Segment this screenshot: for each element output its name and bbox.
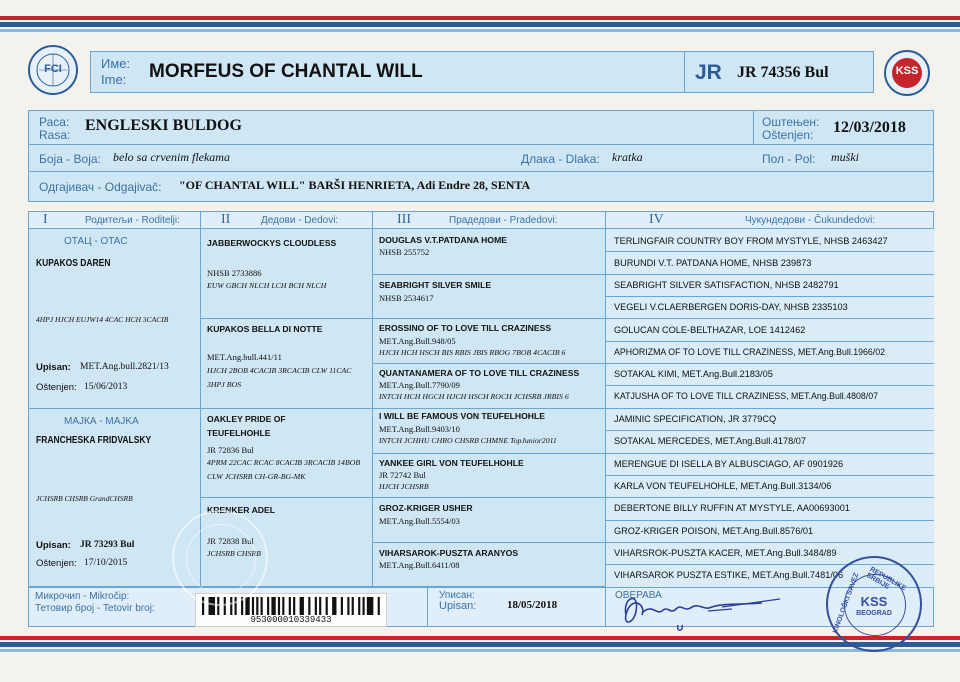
grandparent-2-titles2: 3HPJ BOS <box>207 380 241 389</box>
whelped-label-cyr: Оштењен: <box>762 115 820 129</box>
barcode-bar <box>282 597 284 615</box>
barcode-bar <box>278 597 280 615</box>
great-grandparent-6-name: YANKEE GIRL VON TEUFELHOHLE <box>379 458 524 468</box>
grandparent-2-titles: HJCH 2BOB 4CACIB 3RCACIB CLW 11CAC <box>207 366 352 375</box>
coat-value: kratka <box>612 150 643 164</box>
grandparent-4-name: KRENKER ADEL <box>207 505 275 515</box>
signature-icon <box>612 585 792 635</box>
barcode-bar <box>261 597 263 615</box>
grandparent-4-reg: JR 72838 Bul <box>207 536 254 546</box>
stamp-city: BEOGRAD <box>856 610 892 617</box>
great-grandparent-3-titles: HJCH HCH HSCH BIS RBIS JBIS RBOG 7BOB 4CACIB 6 <box>379 348 566 357</box>
great-grandparent-8-name: VIHARSAROK-PUSZTA ARANYOS <box>379 548 519 558</box>
grandparent-2-reg: MET.Ang.bull.441/11 <box>207 352 282 362</box>
grandparent-3-name2: TEUFELHOHLE <box>207 428 271 438</box>
name-label-cyr: Име: <box>101 56 131 71</box>
color-value: belo sa crvenim flekama <box>113 150 230 164</box>
barcode-bar <box>293 597 295 615</box>
gg-grandparent-7: SOTAKAL KIMI, MET.Ang.Bull.2183/05 <box>614 369 773 379</box>
sire-reg-label: Upisan: <box>36 362 71 373</box>
great-grandparent-5-name: I WILL BE FAMOUS VON TEUFELHOHLE <box>379 411 545 421</box>
gg-grandparent-10: SOTAKAL MERCEDES, MET.Ang.Bull.4178/07 <box>614 436 806 446</box>
gg-grandparent-12: KARLA VON TEUFELHOHLE, MET.Ang.Bull.3134/06 <box>614 481 832 491</box>
great-grandparent-5-reg: MET.Ang.Bull.9403/10 <box>379 424 460 434</box>
col-2-roman: II <box>221 212 231 227</box>
gg-grandparent-3: SEABRIGHT SILVER SATISFACTION, NHSB 2482791 <box>614 280 839 290</box>
stamp-text-top: REPUBLIKE SRBIJE <box>865 566 908 593</box>
great-grandparent-8-reg: MET.Ang.Bull.6411/08 <box>379 560 460 570</box>
col-3-title: Прадедови - Pradedovi: <box>449 215 558 226</box>
barcode-bar <box>245 597 249 615</box>
sire-whelped: 15/06/2013 <box>84 382 128 392</box>
top-blue-stripe <box>0 22 960 27</box>
sire-whelped-label: Oštenjen: <box>36 382 77 393</box>
barcode-bar <box>341 597 343 615</box>
breed-panel <box>28 110 934 202</box>
barcode-bar <box>319 597 321 615</box>
sex-value: muški <box>831 150 859 164</box>
great-grandparent-4-name: QUANTANAMERA OF TO LOVE TILL CRAZINESS <box>379 368 580 378</box>
dam-reg-label: Upisan: <box>36 540 71 551</box>
gg-grandparent-15: VIHARSROK-PUSZTA KACER, MET.Ang.Bull.3484/89 <box>614 548 837 558</box>
sire-titles: 4HPJ HJCH EUJW14 4CAC HCH 3CACIB <box>36 315 169 324</box>
registered-label-cyr: Уписан: <box>439 590 475 601</box>
grandparent-1-name: JABBERWOCKYS CLOUDLESS <box>207 238 337 248</box>
great-grandparent-7-reg: MET.Ang.Bull.5554/03 <box>379 516 460 526</box>
embossed-seal <box>172 510 268 606</box>
breeder-value: "OF CHANTAL WILL" BARŠI HENRIETA, Adi Endre 28, SENTA <box>179 178 531 192</box>
barcode-bar <box>332 597 336 615</box>
gg-grandparent-2: BURUNDI V.T. PATDANA HOME, NHSB 239873 <box>614 258 812 268</box>
gg-grandparent-16: VIHARSAROK PUSZTA ESTIKE, MET.Ang.Bull.7481/06 <box>614 570 844 580</box>
barcode-bar <box>271 597 275 615</box>
breed-label-cyr: Раса: <box>39 115 70 129</box>
grandparent-1-titles: EUW GBCH NLCH LCH BCH NLCH <box>207 281 327 290</box>
pedigree-header <box>28 211 934 229</box>
gg-grandparent-8: KATJUSHA OF TO LOVE TILL CRAZINESS, MET.Ang.Bull.4808/07 <box>614 391 879 401</box>
great-grandparent-4-reg: MET.Ang.Bull.7790/09 <box>379 380 460 390</box>
barcode-bar <box>347 597 349 615</box>
great-grandparent-4-titles: INTCH HCH HGCH HJCH HSCH ROCH JCHSRB JRBIS 6 <box>379 392 569 401</box>
great-grandparent-1-reg: NHSB 255752 <box>379 247 430 257</box>
issued-label: ОВЕРАВА <box>615 590 662 601</box>
kss-stamp <box>826 556 922 652</box>
grandparent-1-reg: NHSB 2733886 <box>207 268 262 278</box>
dam-titles: JCHSRB CHSRB GrandCHSRB <box>36 494 133 503</box>
grandparent-3-name: OAKLEY PRIDE OF <box>207 414 286 424</box>
sire-reg: MET.Ang.bull.2821/13 <box>80 362 169 372</box>
stamp-center: KSS <box>860 594 888 609</box>
kss-logo-text: KSS <box>895 65 919 77</box>
great-grandparent-1-name: DOUGLAS V.T.PATDANA HOME <box>379 235 507 245</box>
barcode-bar <box>256 597 258 615</box>
color-label: Боја - Boja: <box>39 152 101 166</box>
footer-panel <box>28 587 934 627</box>
barcode-bar <box>352 597 354 615</box>
coat-label: Длака - Dlaka: <box>521 152 600 166</box>
barcode-bar <box>267 597 269 615</box>
sire-name: KUPAKOS DAREN <box>36 258 111 269</box>
registered-value: 18/05/2018 <box>507 599 558 611</box>
whelped-value: 12/03/2018 <box>833 119 906 136</box>
dam-name: FRANCHESKA FRIDVALSKY <box>36 435 152 446</box>
barcode-bar <box>362 597 364 615</box>
gg-grandparent-4: VEGELI V.CLAERBERGEN DORIS-DAY, NHSB 2335103 <box>614 302 848 312</box>
breed-value: ENGLESKI BULDOG <box>85 117 242 134</box>
gg-grandparent-6: APHORIZMA OF TO LOVE TILL CRAZINESS, MET.Ang.Bull.1966/02 <box>614 347 886 357</box>
great-grandparent-3-name: EROSSINO OF TO LOVE TILL CRAZINESS <box>379 323 552 333</box>
great-grandparent-5-titles: INTCH JCHHU CHRO CHSRB CHMNE TopJunior2011 <box>379 436 557 445</box>
dog-name: MORFEUS OF CHANTAL WILL <box>149 61 423 82</box>
kss-logo <box>884 50 930 96</box>
gg-grandparent-13: DEBERTONE BILLY RUFFIN AT MYSTYLE, AA00693001 <box>614 503 850 513</box>
whelped-label-lat: Oštenjen: <box>762 128 814 142</box>
dam-whelped: 17/10/2015 <box>84 558 128 568</box>
great-grandparent-6-titles: HJCH JCHSRB <box>379 482 429 491</box>
gg-grandparent-1: TERLINGFAIR COUNTRY BOY FROM MYSTYLE, NHSB 2463427 <box>614 236 888 246</box>
top-red-stripe <box>0 16 960 20</box>
chip-label: Микрочип - Mikročip: <box>35 591 130 602</box>
grandparent-2-name: KUPAKOS BELLA DI NOTTE <box>207 324 323 334</box>
barcode-bar <box>252 597 254 615</box>
gg-grandparent-14: GROZ-KRIGER POISON, MET.Ang.Bull.8576/01 <box>614 526 814 536</box>
dam-section-label: МАЈКА - MAJKA <box>64 416 139 427</box>
barcode-bar <box>378 597 380 615</box>
fci-logo-text: FCI <box>44 63 62 75</box>
registered-label-lat: Upisan: <box>439 600 477 612</box>
sex-label: Пол - Pol: <box>762 152 816 166</box>
barcode-bar <box>315 597 317 615</box>
barcode-bar <box>326 597 328 615</box>
breed-label-lat: Rasa: <box>39 128 71 142</box>
barcode-bar <box>300 597 304 615</box>
reg-prefix: JR <box>695 61 722 84</box>
name-panel <box>90 51 874 93</box>
bottom-blue-stripe <box>0 642 960 647</box>
great-grandparent-2-reg: NHSB 2534617 <box>379 293 434 303</box>
bottom-light-stripe <box>0 649 960 652</box>
great-grandparent-3-reg: MET.Ang.Bull.948/05 <box>379 336 456 346</box>
col-4-roman: IV <box>649 212 664 227</box>
gg-grandparent-9: JAMINIC SPECIFICATION, JR 3779CQ <box>614 414 777 424</box>
great-grandparent-6-reg: JR 72742 Bul <box>379 470 426 480</box>
stamp-text-left: KINOLOŠKI SAVEZ <box>832 572 861 635</box>
great-grandparent-7-name: GROZ-KRIGER USHER <box>379 503 473 513</box>
breeder-label: Одгајивач - Odgajivač: <box>39 180 162 194</box>
barcode-bar <box>308 597 310 615</box>
grandparent-3-titles2: CLW JCHSRB CH-GR-BG-MK <box>207 472 306 481</box>
grandparent-4-titles: JCHSRB CHSRB <box>207 549 261 558</box>
gg-grandparent-5: GOLUCAN COLE-BELTHAZAR, LOE 1412462 <box>614 325 806 335</box>
bottom-red-stripe <box>0 636 960 640</box>
barcode-bar <box>367 597 374 615</box>
reg-number: JR 74356 Bul <box>737 64 829 81</box>
grandparent-3-titles: 4PRM 22CAC RCAC 8CACIB 3RCACIB 14BOB <box>207 458 361 467</box>
fci-logo <box>28 45 78 95</box>
name-label-lat: Ime: <box>101 72 127 87</box>
col-3-roman: III <box>397 212 411 227</box>
col-2-title: Дедови - Dedovi: <box>261 215 339 226</box>
col-1-roman: I <box>43 212 48 227</box>
dam-whelped-label: Oštenjen: <box>36 558 77 569</box>
barcode-bar <box>289 597 291 615</box>
sire-section-label: ОТАЦ - OTAC <box>64 236 128 247</box>
great-grandparent-2-name: SEABRIGHT SILVER SMILE <box>379 280 492 290</box>
col-1-title: Родитељи - Roditelji: <box>85 215 180 226</box>
tattoo-label: Тетовир број - Tetovir broj: <box>35 603 155 614</box>
barcode-bar <box>358 597 360 615</box>
barcode-number: 953000010339433 <box>250 615 332 625</box>
top-light-stripe <box>0 29 960 32</box>
gg-grandparent-11: MERENGUE DI ISELLA BY ALBUSCIAGO, AF 0901926 <box>614 459 844 469</box>
col-4-title: Чукундедови - Čukundedovi: <box>745 215 876 226</box>
grandparent-3-reg: JR 72836 Bul <box>207 445 254 455</box>
dam-reg: JR 73293 Bul <box>80 540 135 550</box>
